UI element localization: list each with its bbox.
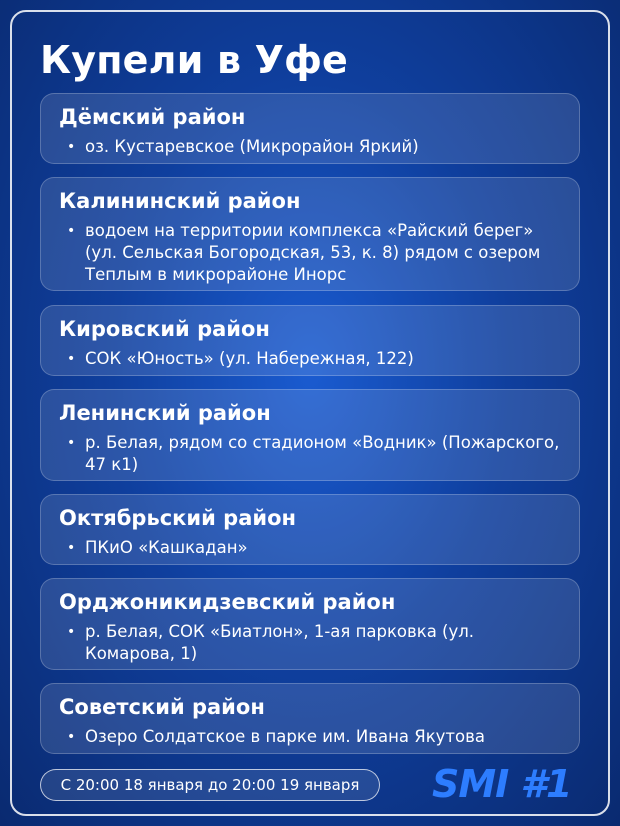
district-card-sovetsky: [40, 683, 580, 754]
location-text: оз. Кустаревское (Микрорайон Яркий): [85, 137, 419, 156]
district-title: Советский район: [59, 695, 265, 719]
district-title: Октябрьский район: [59, 506, 297, 530]
district-card-oktyabrsky: [40, 494, 580, 565]
location-text: СОК «Юность» (ул. Набережная, 122): [85, 349, 414, 368]
district-title: Калининский район: [59, 189, 301, 213]
district-card-demsky: [40, 93, 580, 164]
district-card-leninsky: [40, 389, 580, 481]
location-text: ПКиО «Кашкадан»: [85, 538, 248, 557]
bullet-icon: •: [67, 624, 76, 640]
district-card-ordzhonikidzevsky: [40, 578, 580, 670]
bullet-icon: •: [67, 223, 76, 239]
list-item: [59, 348, 563, 370]
district-title: Кировский район: [59, 317, 270, 341]
list-item: [59, 726, 563, 748]
bullet-icon: •: [67, 139, 76, 155]
bullet-icon: •: [67, 540, 76, 556]
bullet-icon: •: [67, 729, 76, 745]
district-card-kalininsky: [40, 177, 580, 291]
bullet-icon: •: [67, 435, 76, 451]
list-item: [59, 220, 563, 286]
district-title: Орджоникидзевский район: [59, 590, 396, 614]
bullet-icon: •: [67, 351, 76, 367]
location-text: водоем на территории комплекса «Райский берег» (ул. Сельская Богородская, 53, к. 8) рядом с озером Теплым в микрорайоне Инорс: [85, 221, 541, 284]
list-item: [59, 432, 563, 476]
smi-logo: SMI #1: [432, 762, 572, 806]
district-card-kirovsky: [40, 305, 580, 376]
district-title: Ленинский район: [59, 401, 271, 425]
list-item: [59, 621, 563, 665]
location-text: Озеро Солдатское в парке им. Ивана Якутова: [85, 727, 485, 746]
location-text: р. Белая, рядом со стадионом «Водник» (Пожарского, 47 к1): [85, 433, 560, 474]
list-item: [59, 136, 563, 158]
list-item: [59, 537, 563, 559]
page-title: Купели в Уфе: [40, 38, 348, 82]
schedule-badge: С 20:00 18 января до 20:00 19 января: [40, 769, 380, 801]
district-title: Дёмский район: [59, 105, 246, 129]
location-text: р. Белая, СОК «Биатлон», 1-ая парковка (ул. Комарова, 1): [85, 622, 475, 663]
